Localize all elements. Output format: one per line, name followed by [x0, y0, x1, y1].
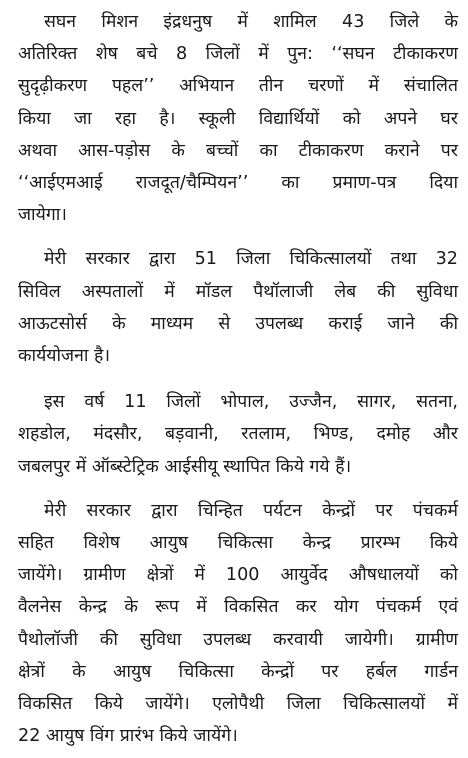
paragraph-obstetric-icu — [18, 386, 458, 483]
text-line: सहित विशेष आयुष चिकित्सा केन्द्र प्रारम्भ किये — [18, 533, 458, 554]
paragraph-ayush-centres — [18, 495, 458, 753]
text-line: मेरी सरकार द्वारा चिन्हित पर्यटन केन्द्रों पर पंचकर्म — [44, 500, 458, 521]
text-line: कार्ययोजना है। — [18, 346, 111, 367]
text-line: अथवा आस-पड़ोस के बच्चों का टीकाकरण कराने पर — [18, 140, 458, 161]
document-page — [18, 6, 458, 752]
text-line: अतिरिक्त शेष बचे 8 जिलों में पुन: ‘‘सघन टीकाकरण — [18, 44, 458, 65]
text-line: जायेंगे। ग्रामीण क्षेत्रों में 100 आयुर्वेद औषधालयों को — [18, 565, 458, 586]
text-line: सुदृढ़ीकरण पहल’’ अभियान तीन चरणों में संचालित — [18, 76, 458, 97]
text-line: आऊटसोर्स के माध्यम से उपलब्ध कराई जाने की — [18, 313, 458, 334]
text-line: ‘‘आईएमआई राजदूत/चैम्पियन’’ का प्रमाण-पत्र दिया — [18, 173, 458, 194]
text-line: किया जा रहा है। स्कूली विद्यार्थियों को अपने घर — [18, 108, 458, 129]
text-line: जायेगा। — [18, 205, 67, 226]
text-line: 22 आयुष विंग प्रारंभ किये जायेंगे। — [18, 726, 238, 747]
text-line: पैथोलॉजी की सुविधा उपलब्ध करवायी जायेगी। ग्रामीण — [18, 629, 458, 650]
text-line: जबलपुर में ऑब्स्टेट्रिक आईसीयू स्थापित किये गये हैं। — [18, 456, 352, 477]
text-line: इस वर्ष 11 जिलों भोपाल, उज्जैन, सागर, सतना, — [44, 392, 458, 413]
text-line: सिविल अस्पतालों में मॉडल पैथॉलाजी लेब की सुविधा — [18, 281, 458, 302]
paragraph-pathology-lab — [18, 243, 458, 372]
paragraph-immunization — [18, 6, 458, 231]
text-line: सघन मिशन इंद्रधनुष में शामिल 43 जिले के — [44, 12, 458, 32]
text-line: विकसित किये जायेंगे। एलोपैथी जिला चिकित्सालयों में — [18, 694, 458, 715]
text-line: शहडोल, मंदसौर, बड़वानी, रतलाम, भिण्ड, दमोह और — [18, 424, 458, 445]
text-line: मेरी सरकार द्वारा 51 जिला चिकित्सालयों तथा 32 — [44, 249, 458, 270]
text-line: क्षेत्रों के आयुष चिकित्सा केन्द्रों पर हर्बल गार्डन — [18, 661, 458, 682]
text-line: वैलनेस केन्द्र के रूप में विकसित कर योग पंचकर्म एवं — [18, 597, 458, 618]
